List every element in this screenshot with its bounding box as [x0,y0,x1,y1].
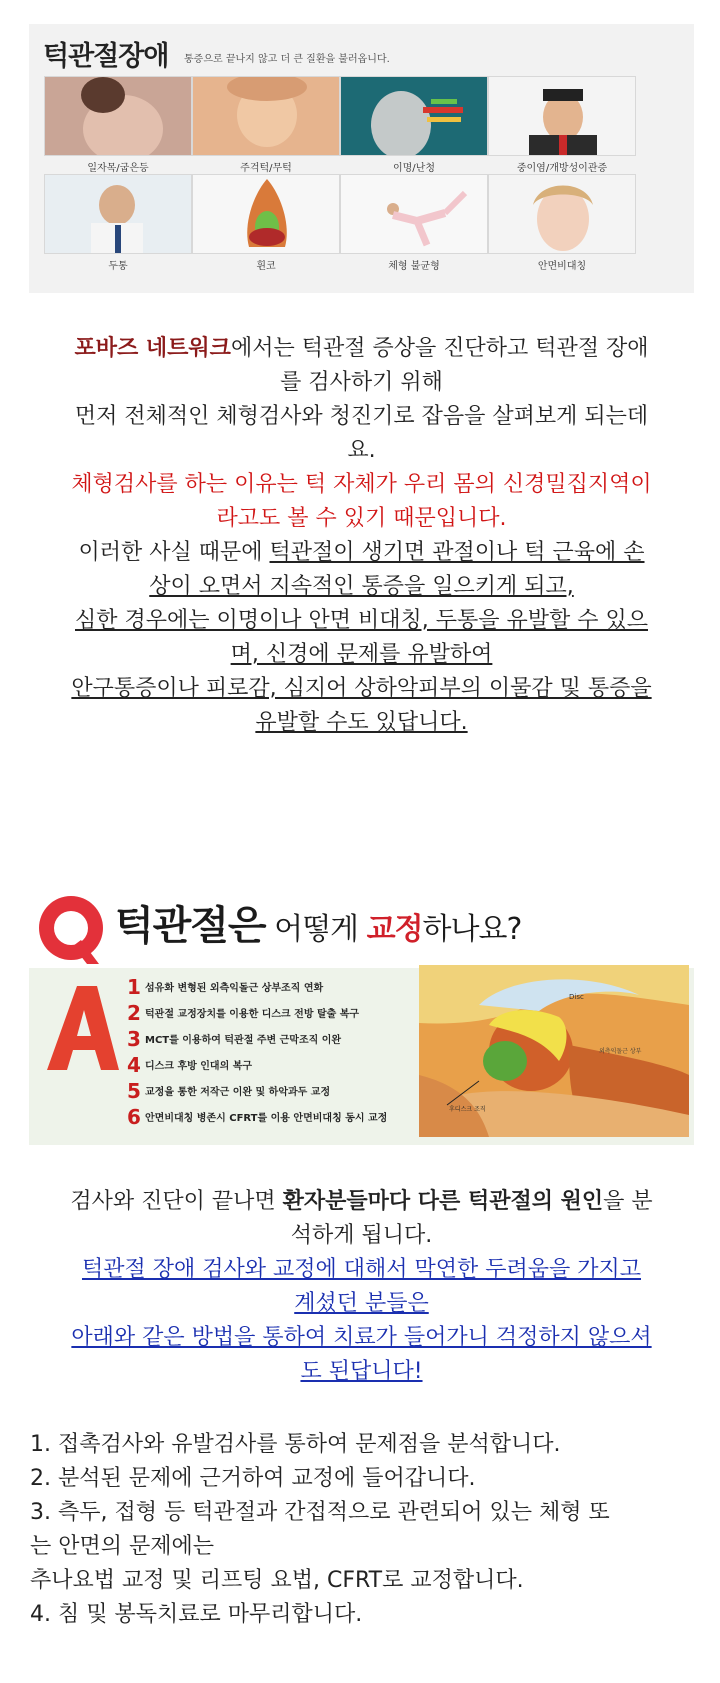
underlined-line: 안구통증이나 피로감, 심지어 상하악피부의 이물감 및 통증을 [71,676,652,701]
nose-illustration [192,174,340,254]
analysis-text: 검사와 진단이 끝나면 [70,1189,283,1214]
intro-text: 이러한 사실 때문에 [78,540,270,565]
disorder-banner [29,24,694,293]
list-item: 는 안면의 문제에는 [30,1534,215,1559]
correction-banner [29,880,694,1145]
symptom-card-neck [44,76,192,174]
reassurance-link[interactable]: 계셨던 분들은 [294,1291,429,1316]
step-item [127,975,323,999]
analysis-line: 석하게 됩니다. [290,1223,433,1248]
tinnitus-photo [340,76,488,156]
intro-line [28,332,695,366]
diagram-label: 후디스크 조직 [449,1106,486,1113]
headline-bold: 턱관절은 [115,903,266,949]
step-item [127,1079,330,1103]
reassurance-link[interactable]: 아래와 같은 방법을 통하여 치료가 들어가니 걱정하지 않으셔 [71,1325,652,1350]
step-number: 1 [127,975,141,999]
headline-accent: 교정 [366,912,423,947]
symptom-caption: 주걱턱/무턱 [240,163,292,174]
a-badge-icon [39,980,121,1076]
posture-photo [340,174,488,254]
symptom-card-otitis [488,76,636,174]
step-text: 교정을 통한 저작근 이완 및 하악과두 교정 [145,1087,331,1098]
symptom-card-jaw [192,76,340,174]
asymmetry-photo [488,174,636,254]
symptom-card-headache [44,174,192,272]
symptom-card-asymmetry [488,174,636,272]
step-number: 2 [127,1001,141,1025]
diagram-label: 외측익돌근 상부 [599,1048,642,1055]
banner-headline [115,894,521,951]
step-item [127,1053,252,1077]
reassurance-link[interactable]: 턱관절 장애 검사와 교정에 대해서 막연한 두려움을 가지고 [81,1257,641,1282]
headline-text: 하나요? [422,912,522,947]
symptom-caption: 휜코 [256,261,276,272]
headline-text: 어떻게 [265,912,367,947]
otitis-photo [488,76,636,156]
reassurance-link[interactable]: 도 된답니다! [300,1359,423,1384]
headache-photo [44,174,192,254]
list-item: 3. 측두, 접형 등 턱관절과 간접적으로 관련되어 있는 체형 또 [30,1500,610,1525]
analysis-text: 을 분 [603,1189,653,1214]
symptom-caption: 중이염/개방성이관증 [516,163,608,174]
brand-name: 포바즈 네트워크 [74,336,231,361]
step-text: 안면비대칭 병존시 CFRT를 이용 안면비대칭 동시 교정 [145,1113,388,1124]
list-item: 추나요법 교정 및 리프팅 요법, CFRT로 교정합니다. [30,1568,524,1593]
q-badge-icon [33,888,111,972]
step-text: MCT를 이용하여 턱관절 주변 근막조직 이완 [145,1035,342,1046]
step-text: 섬유화 변형된 외측익돌근 상부조직 연화 [145,983,324,994]
step-item [127,1027,341,1051]
list-item: 2. 분석된 문제에 근거하여 교정에 들어갑니다. [30,1466,476,1491]
symptom-card-posture [340,174,488,272]
banner-title: 턱관절장애 [43,41,169,72]
symptom-caption: 이명/난청 [392,163,435,174]
bold-text: 환자분들마다 다른 턱관절의 원인 [282,1189,604,1214]
step-item [127,1105,387,1129]
analysis-line [28,1185,695,1219]
underlined-line: 심한 경우에는 이명이나 안면 비대칭, 두통을 유발할 수 있으 [75,608,648,633]
step-number: 6 [127,1105,141,1129]
symptom-card-tinnitus [340,76,488,174]
step-number: 5 [127,1079,141,1103]
symptom-caption: 체형 불균형 [388,261,440,272]
step-number: 4 [127,1053,141,1077]
intro-line: 를 검사하기 위해 [280,370,443,395]
list-item: 4. 침 및 봉독치료로 마무리합니다. [30,1602,363,1627]
highlight-line: 라고도 볼 수 있기 때문입니다. [216,506,507,531]
intro-line: 먼저 전체적인 체형검사와 청진기로 잡음을 살펴보게 되는데 [74,404,649,429]
intro-paragraph [28,332,695,740]
symptom-caption: 안면비대칭 [537,261,587,272]
analysis-paragraph [28,1185,695,1389]
intro-text: 에서는 턱관절 증상을 진단하고 턱관절 장애 [230,336,649,361]
underlined-line: 유발할 수도 있답니다. [255,710,468,735]
underlined-line: 며, 신경에 문제를 유발하여 [230,642,493,667]
highlight-line: 체형검사를 하는 이유는 턱 자체가 우리 몸의 신경밀집지역이 [71,472,652,497]
underlined-line: 상이 오면서 지속적인 통증을 일으키게 되고, [149,574,574,599]
symptom-caption: 두통 [108,261,128,272]
step-text: 디스크 후방 인대의 복구 [145,1061,253,1072]
intro-line [28,536,695,570]
intro-line: 요. [347,438,376,463]
diagram-label: Disc [569,993,584,1001]
neck-photo [44,76,192,156]
symptom-card-nose [192,174,340,272]
treatment-steps-list [30,1428,697,1632]
underlined-text: 턱관절이 생기면 관절이나 턱 근육에 손 [269,540,645,565]
step-number: 3 [127,1027,141,1051]
step-text: 턱관절 교정장치를 이용한 디스크 전방 탈출 복구 [145,1009,360,1020]
list-item: 1. 접촉검사와 유발검사를 통하여 문제점을 분석합니다. [30,1432,561,1457]
tmj-anatomy-diagram [419,965,689,1137]
step-item [127,1001,359,1025]
banner-subtitle: 통증으로 끝나지 않고 더 큰 질환을 불러옵니다. [184,54,390,65]
symptom-caption: 일자목/굽은등 [87,163,149,174]
jaw-photo [192,76,340,156]
